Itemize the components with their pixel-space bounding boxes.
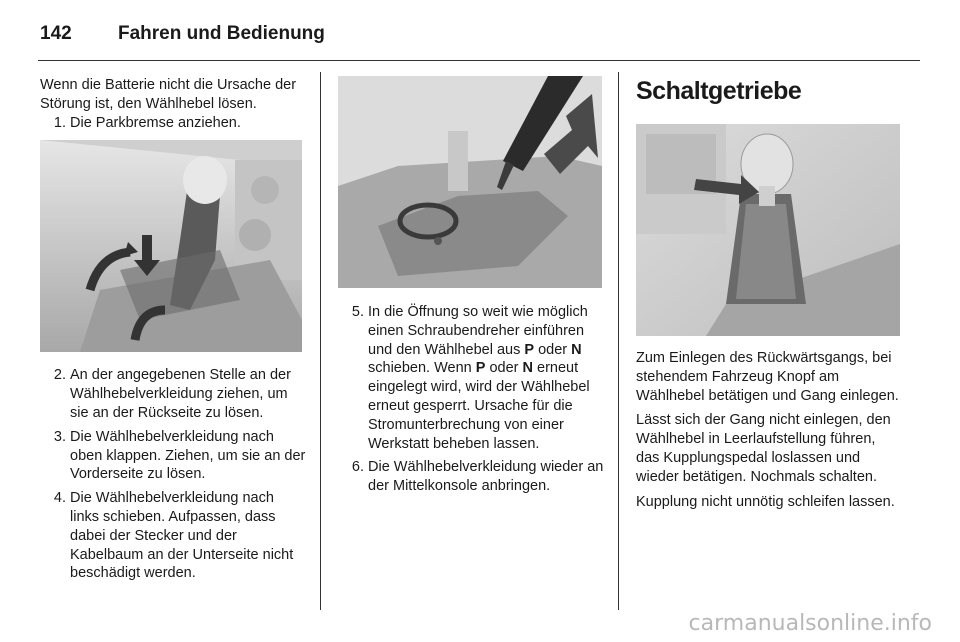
step-2 bbox=[40, 366, 306, 422]
gear-p: P bbox=[524, 341, 535, 358]
step-text: In die Öffnung so weit wie möglich einen Schraubendreher einführen und den Wählhebel aus P oder N schieben. Wenn P oder N erneut eingelegt wird, wird der Wählhebel erneut gesperrt. Ursache für die Stromunterbrechung von einer Werkstatt beheben lassen. bbox=[368, 304, 590, 452]
paragraph-2: Lässt sich der Gang nicht einlegen, den Wählhebel in Leerlaufstellung führen, das Kupplungspedal loslassen und wieder betätigen. Nochmals schalten. bbox=[636, 412, 891, 485]
step-number: 3. bbox=[53, 428, 66, 445]
step-text: Die Wählhebelverkleidung nach oben klappen. Ziehen, um sie an der Vorderseite zu lösen. bbox=[70, 428, 306, 483]
step-1 bbox=[40, 114, 306, 133]
column-1 bbox=[40, 76, 306, 583]
watermark-text: carmanualsonline.info bbox=[688, 611, 932, 636]
manual-shifter-figure bbox=[636, 124, 900, 336]
chapter-title: Fahren und Bedienung bbox=[118, 23, 325, 44]
step-number: 2. bbox=[53, 367, 66, 384]
step-number: 5. bbox=[351, 304, 364, 320]
step-number: 4. bbox=[53, 490, 66, 507]
gear-p: P bbox=[475, 360, 486, 377]
screwdriver-figure bbox=[338, 76, 602, 288]
header-rule bbox=[38, 60, 920, 61]
step-text: Die Wählhebelverkleidung nach links schieben. Aufpassen, dass dabei der Stecker und der Kabelbaum an der Unterseite nicht beschädigt werden. bbox=[70, 490, 294, 582]
column-3 bbox=[636, 76, 900, 511]
column-2 bbox=[338, 76, 604, 496]
step-text: Die Wählhebelverkleidung wieder an der Mittelkonsole anbringen. bbox=[368, 459, 604, 495]
step-text: Die Parkbremse anziehen. bbox=[70, 114, 241, 131]
column-divider-2 bbox=[618, 72, 619, 610]
page-number: 142 bbox=[40, 23, 72, 44]
intro-text: Wenn die Batterie nicht die Ursache der Störung ist, den Wählhebel lösen. bbox=[40, 77, 297, 112]
selector-lever-figure bbox=[40, 140, 302, 352]
step-4 bbox=[40, 489, 306, 583]
gear-n: N bbox=[571, 341, 582, 358]
step-6 bbox=[338, 458, 604, 496]
paragraph-3: Kupplung nicht unnötig schleifen lassen. bbox=[636, 493, 895, 510]
step-5 bbox=[338, 303, 604, 453]
gear-n: N bbox=[522, 360, 533, 377]
step-3 bbox=[40, 428, 306, 484]
page-header bbox=[40, 19, 325, 49]
step-text: An der angegebenen Stelle an der Wählhebelverkleidung ziehen, um sie an der Rückseite zu lösen. bbox=[70, 367, 291, 421]
step-number: 6. bbox=[351, 459, 364, 476]
column-divider-1 bbox=[320, 72, 321, 610]
paragraph-1: Zum Einlegen des Rückwärtsgangs, bei stehendem Fahrzeug Knopf am Wählhebel betätigen und Gang einlegen. bbox=[636, 350, 899, 404]
step-number: 1. bbox=[53, 114, 66, 131]
section-title: Schaltgetriebe bbox=[636, 77, 802, 105]
